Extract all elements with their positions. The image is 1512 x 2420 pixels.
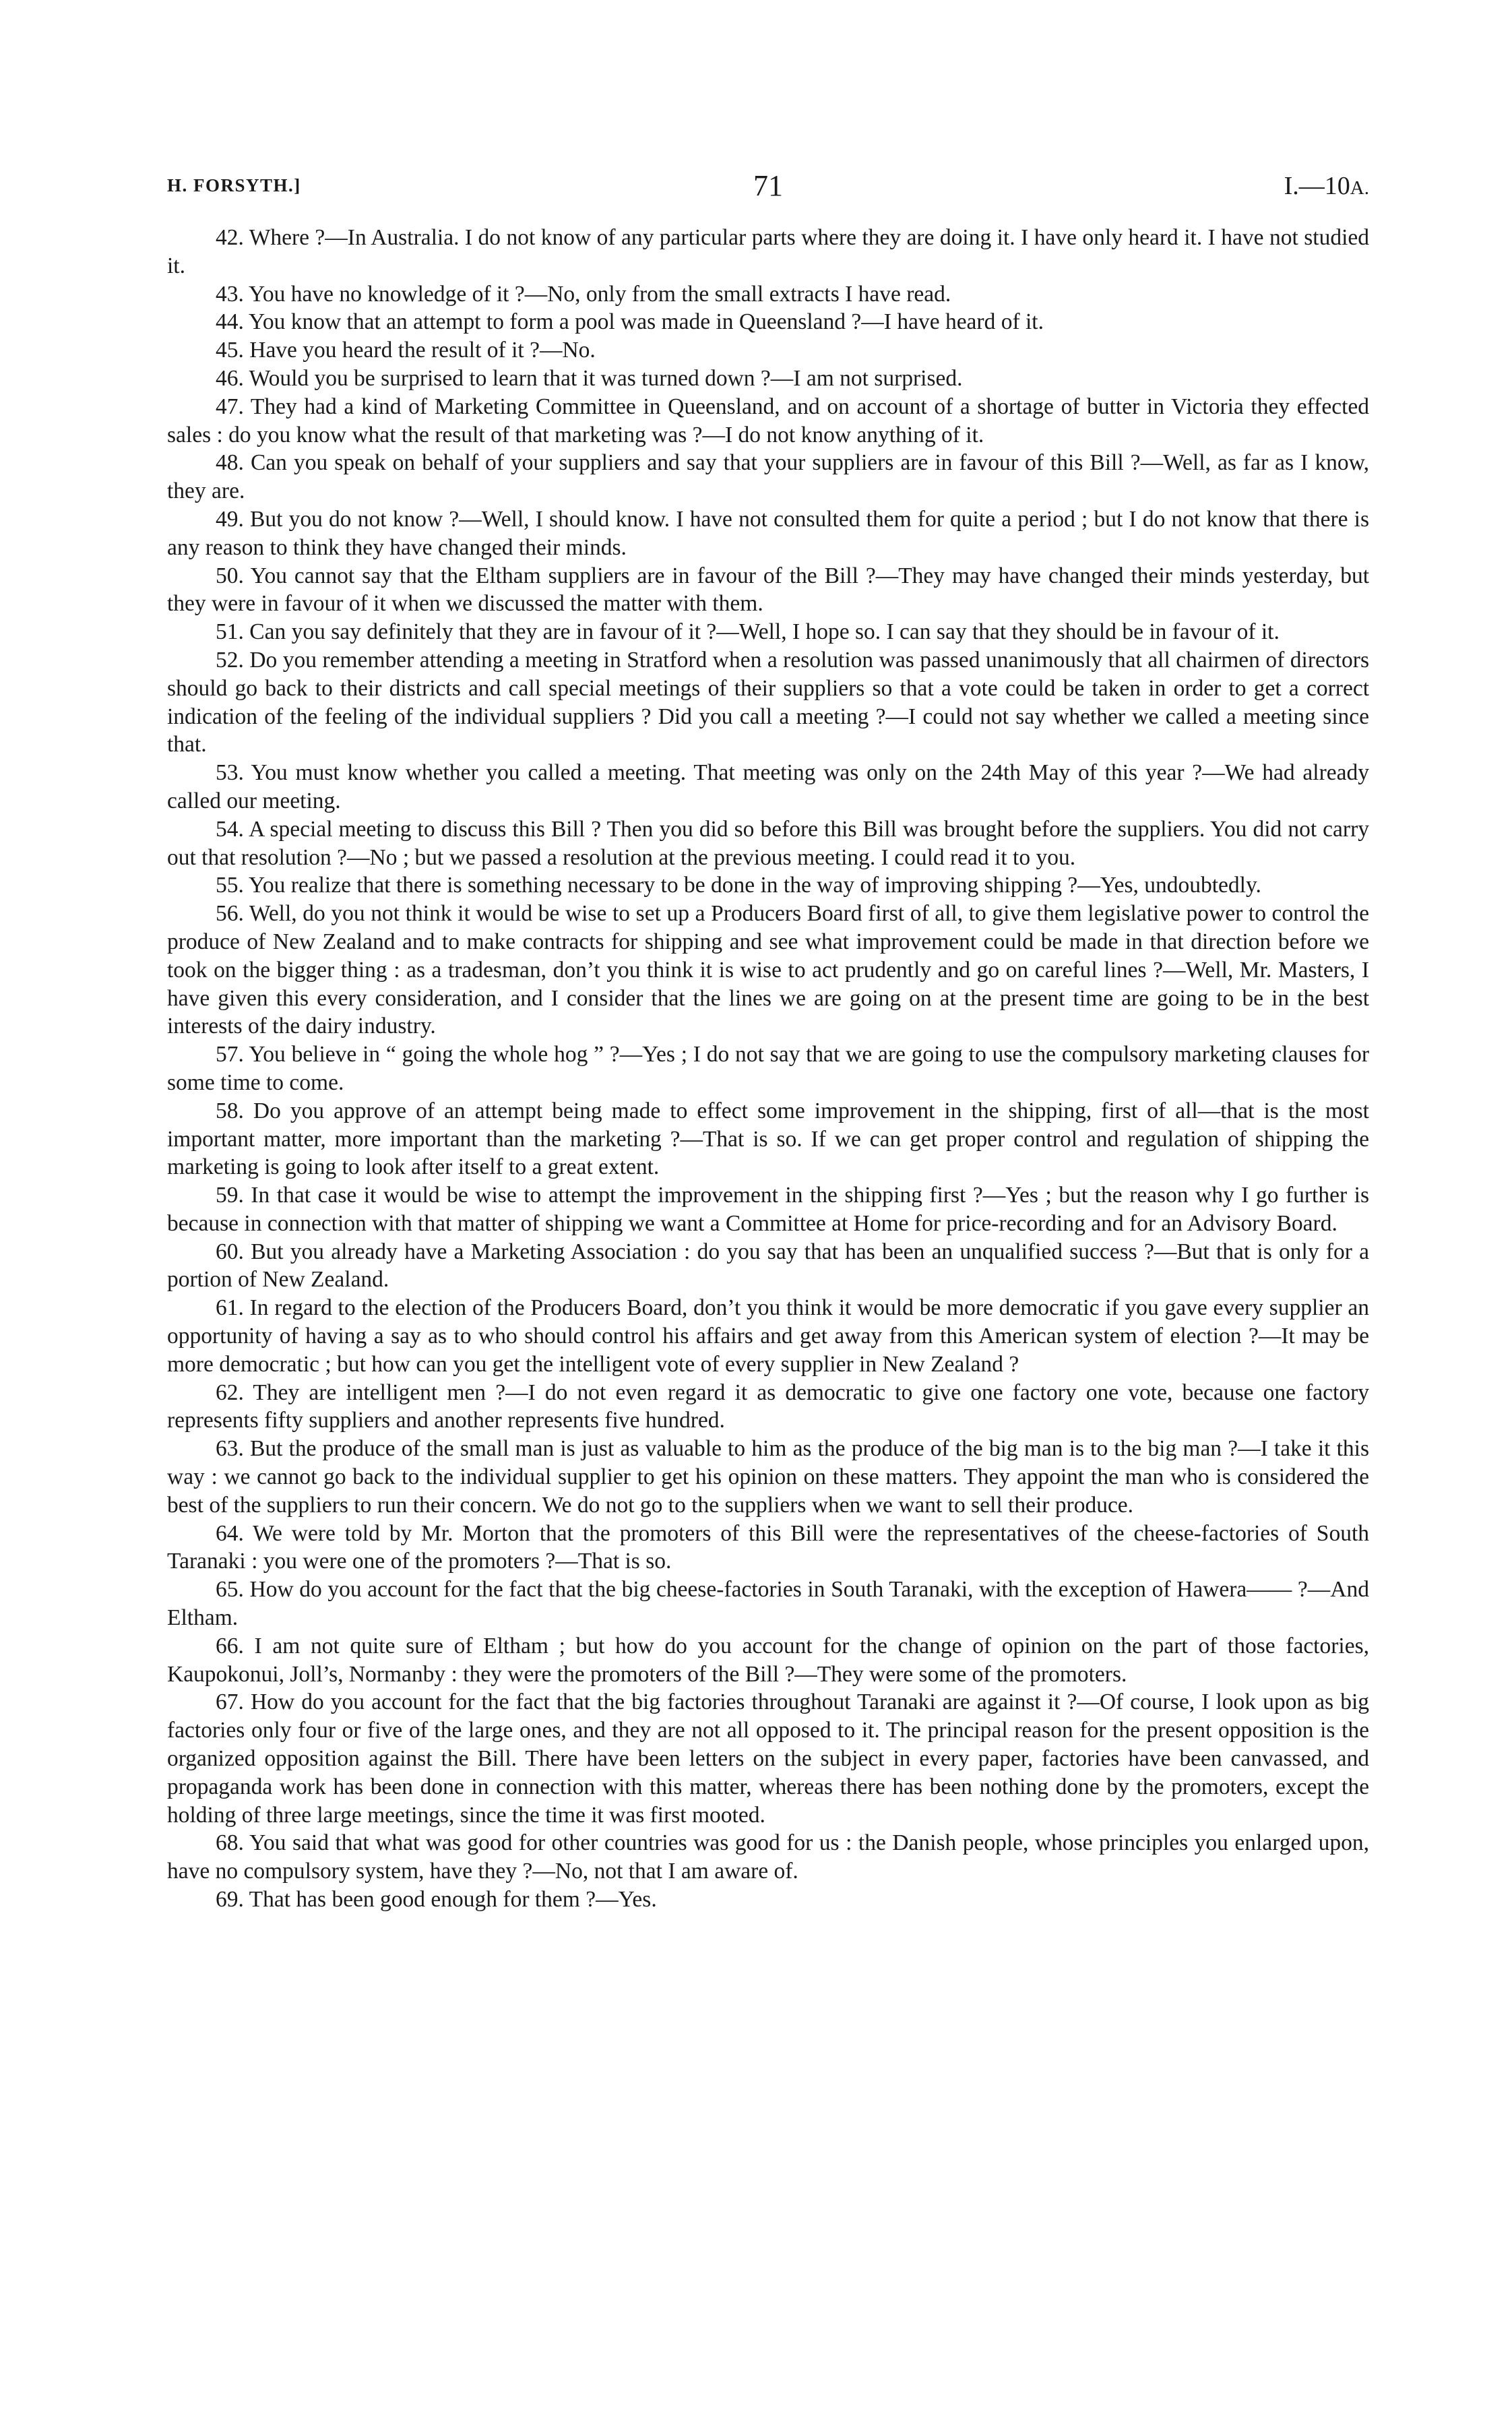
question-58: 58. Do you approve of an attempt being made to effect some improvement in the shipping, first of all—that is the most important matter, more important than the marketing ?—That is so. If we can get proper control and regulation of shipping the marketing is going to look after itself to a great extent. xyxy=(167,1098,1369,1180)
question-62: 62. They are intelligent men ?—I do not even regard it as democratic to give one factory one vote, because one factory represents fifty suppliers and another represents five hundred. xyxy=(167,1379,1369,1433)
question-54: 54. A special meeting to discuss this Bill ? Then you did so before this Bill was brought before the suppliers. You did not carry out that resolution ?—No ; but we passed a resolution at the previous meeting. I could read it to you. xyxy=(167,816,1369,870)
question-45: 45. Have you heard the result of it ?—No. xyxy=(216,338,596,363)
question-52: 52. Do you remember attending a meeting in Stratford when a resolution was passed unanimously that all chairmen of directors should go back to their districts and call special meetings of their suppliers so that a vote could be taken in order to get a correct indication of the feeling of the individual suppliers ? Did you call a meeting ?—I could not say whether we called a meeting since that. xyxy=(167,647,1369,757)
question-56: 56. Well, do you not think it would be wise to set up a Producers Board first of all, to give them legislative power to control the produce of New Zealand and to make contracts for shipping and see what improvement could be made in that direction before we took on the bigger thing : as a tradesman, don’t you think it is wise to act prudently and go on careful lines ?—Well, Mr. Masters, I have given this every consideration, and I consider that the lines we are going on at the present time are going to be in the best interests of the dairy industry. xyxy=(167,901,1369,1039)
question-51: 51. Can you say definitely that they are in favour of it ?—Well, I hope so. I can say that they should be in favour of it. xyxy=(216,619,1280,645)
document-code-suffix: A. xyxy=(1350,177,1369,199)
question-59: 59. In that case it would be wise to attempt the improvement in the shipping first ?—Yes ; but the reason why I go further is because in connection with that matter of shipping we want a Committee at Home for price-recording and for an Advisory Board. xyxy=(167,1183,1369,1236)
document-code xyxy=(1284,171,1369,201)
question-67: 67. How do you account for the fact that the big factories throughout Taranaki are against it ?—Of course, I look upon as big factories only four or five of the large ones, and they are not all opposed to it. The principal reason for the present opposition is the organized opposition against the Bill. There have been letters on the subject in every paper, factories have been canvassed, and propaganda work has been done in connection with this matter, whereas there has been nothing done by the promoters, except the holding of three large meetings, since the time it was first mooted. xyxy=(167,1689,1369,1828)
question-57: 57. You believe in “ going the whole hog ” ?—Yes ; I do not say that we are going to use the compulsory marketing clauses for some time to come. xyxy=(167,1042,1369,1095)
question-43: 43. You have no knowledge of it ?—No, only from the small extracts I have read. xyxy=(216,281,951,307)
question-68: 68. You said that what was good for other countries was good for us : the Danish people, whose principles you enlarged upon, have no compulsory system, have they ?—No, not that I am aware of. xyxy=(167,1830,1369,1884)
question-42: 42. Where ?—In Australia. I do not know of any particular parts where they are doing it. I have only heard it. I have not studied it. xyxy=(167,225,1369,278)
question-47: 47. They had a kind of Marketing Committee in Queensland, and on account of a shortage of butter in Victoria they effected sales : do you know what the result of that marketing was ?—I do not know anything of it. xyxy=(167,394,1369,447)
witness-name: H. FORSYTH.] xyxy=(167,175,301,195)
question-61: 61. In regard to the election of the Producers Board, don’t you think it would be more democratic if you gave every supplier an opportunity of having a say as to who should control his affairs and get away from this American system of election ?—It may be more democratic ; but how can you get the intelligent vote of every supplier in New Zealand ? xyxy=(167,1295,1369,1377)
question-65: 65. How do you account for the fact that the big cheese-factories in South Taranaki, with the exception of Hawera—— ?—And Eltham. xyxy=(167,1577,1369,1631)
evidence-body xyxy=(167,224,1369,1914)
page-number: 71 xyxy=(753,169,783,202)
question-63: 63. But the produce of the small man is just as valuable to him as the produce of the big man is to the big man ?—I take it this way : we cannot go back to the individual supplier to get his opinion on these matters. They appoint the man who is considered the best of the suppliers to run their concern. We do not go to the suppliers when we want to sell their produce. xyxy=(167,1436,1369,1518)
question-53: 53. You must know whether you called a meeting. That meeting was only on the 24th May of this year ?—We had already called our meeting. xyxy=(167,760,1369,813)
question-64: 64. We were told by Mr. Morton that the promoters of this Bill were the representatives of the cheese-factories of South Taranaki : you were one of the promoters ?—That is so. xyxy=(167,1520,1369,1574)
question-55: 55. You realize that there is something necessary to be done in the way of improving shipping ?—Yes, undoubtedly. xyxy=(216,873,1261,898)
question-44: 44. You know that an attempt to form a pool was made in Queensland ?—I have heard of it. xyxy=(216,309,1044,335)
question-46: 46. Would you be surprised to learn that it was turned down ?—I am not surprised. xyxy=(216,365,963,391)
question-69: 69. That has been good enough for them ?—Yes. xyxy=(216,1887,657,1913)
document-code-main: I.—10 xyxy=(1284,172,1350,200)
question-49: 49. But you do not know ?—Well, I should know. I have not consulted them for quite a period ; but I do not know that there is any reason to think they have changed their minds. xyxy=(167,506,1369,560)
question-50: 50. You cannot say that the Eltham suppliers are in favour of the Bill ?—They may have changed their minds yesterday, but they were in favour of it when we discussed the matter with them. xyxy=(167,563,1369,617)
question-60: 60. But you already have a Marketing Association : do you say that has been an unqualified success ?—But that is only for a portion of New Zealand. xyxy=(167,1239,1369,1293)
question-48: 48. Can you speak on behalf of your suppliers and say that your suppliers are in favour of this Bill ?—Well, as far as I know, they are. xyxy=(167,450,1369,504)
running-head xyxy=(167,168,1369,216)
document-page xyxy=(167,168,1369,1914)
question-66: 66. I am not quite sure of Eltham ; but how do you account for the change of opinion on the part of those factories, Kaupokonui, Joll’s, Normanby : they were the promoters of the Bill ?—They were some of the promoters. xyxy=(167,1633,1369,1687)
